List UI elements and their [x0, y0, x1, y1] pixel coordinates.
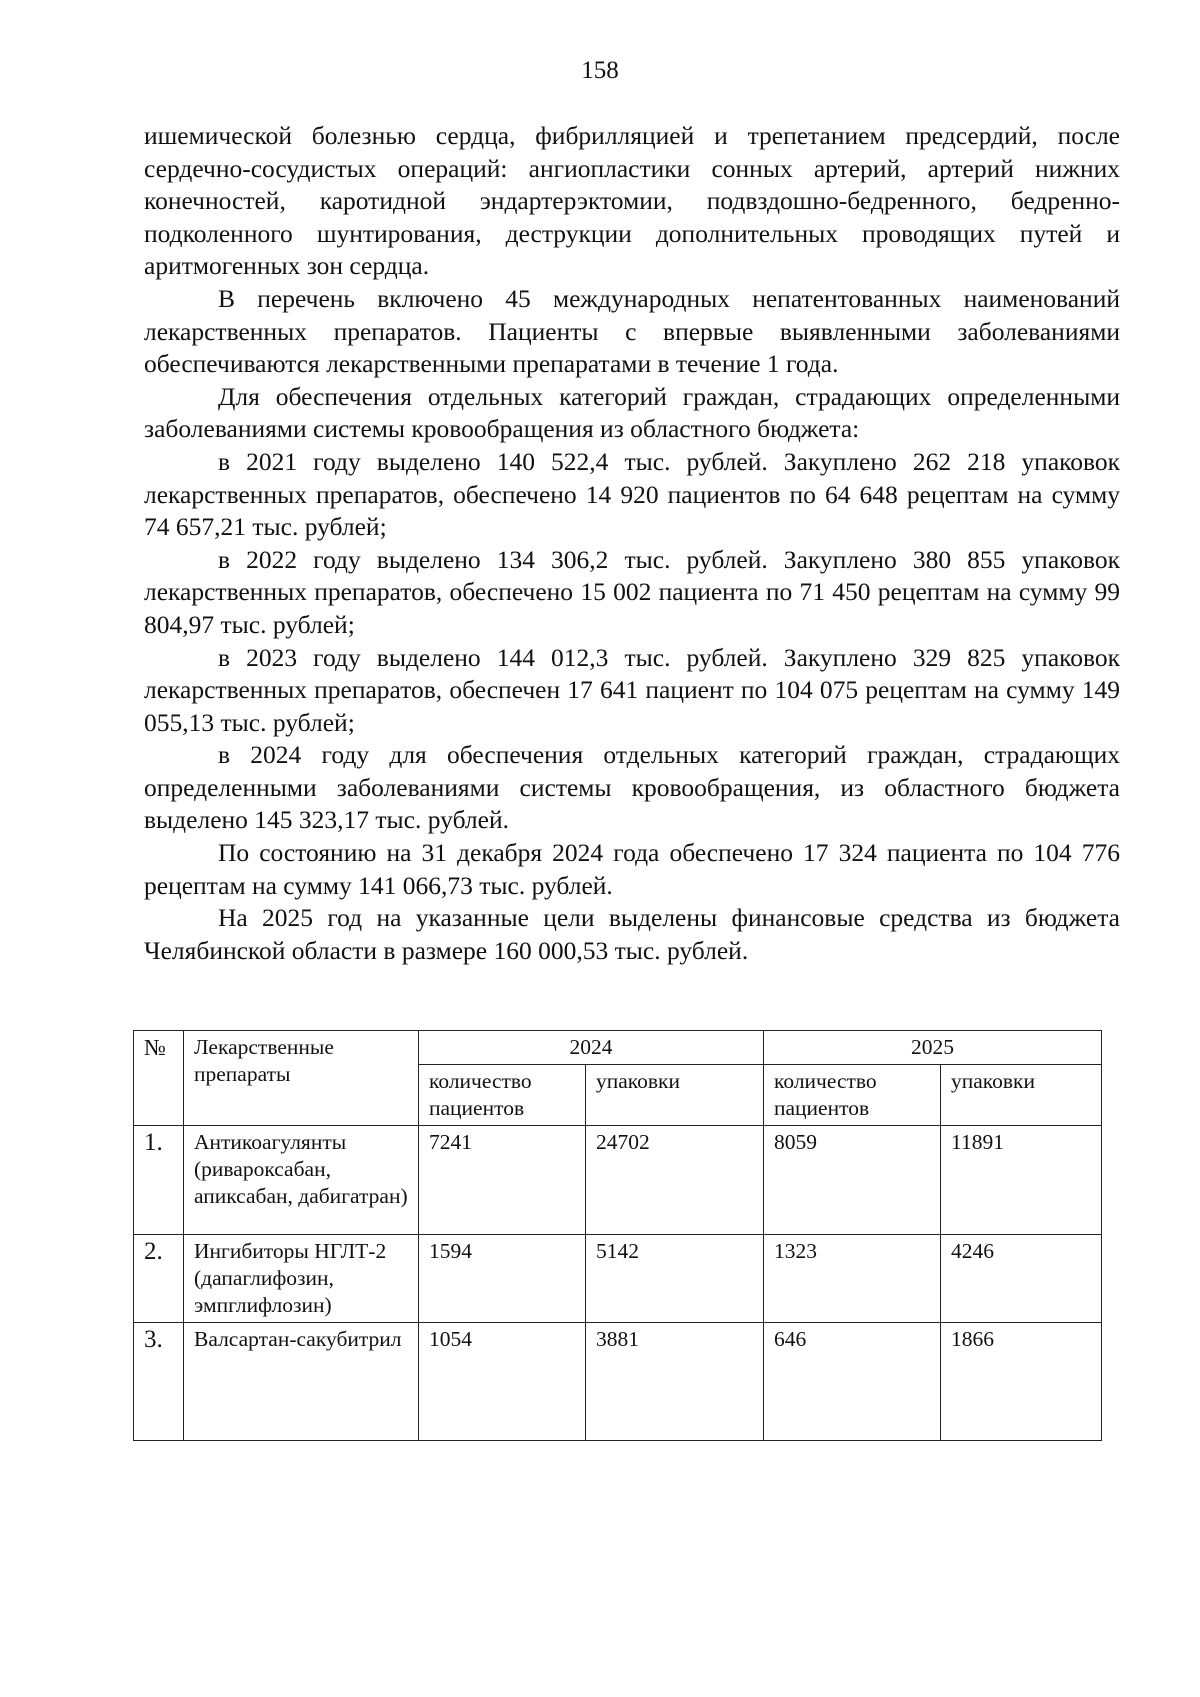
patients-2024: 1594 [419, 1235, 586, 1323]
header-packages-2025: упаковки [941, 1065, 1102, 1126]
paragraph: в 2021 году выделено 140 522,4 тыс. рублей. Закуплено 262 218 упаковок лекарственных препаратов, обеспечено 14 920 пациентов по 64 648 рецептам на сумму 74 657,21 тыс. рублей; [144, 446, 1120, 542]
packages-2024: 3881 [586, 1323, 764, 1441]
drug-supply-table [133, 1030, 1102, 1441]
paragraph: По состоянию на 31 декабря 2024 года обеспечено 17 324 пациента по 104 776 рецептам на сумму 141 066,73 тыс. рублей. [144, 838, 1120, 900]
table-row [134, 1126, 1102, 1235]
paragraph: ишемической болезнью сердца, фибрилляцией и трепетанием предсердий, после сердечно-сосудистых операций: ангиопластики сонных артерий, артерий нижних конечностей, каротидной эндартерэктомии, подвздошно-бедренного, бедренно-подколенного шунтирования, деструкции дополнительных проводящих путей и аритмогенных зон сердца. [144, 121, 1120, 281]
packages-2025: 4246 [941, 1235, 1102, 1323]
patients-2024: 1054 [419, 1323, 586, 1441]
header-drugs: Лекарственные препараты [184, 1031, 419, 1126]
header-patients-2025: количество пациентов [764, 1065, 941, 1126]
patients-2024: 7241 [419, 1126, 586, 1235]
paragraph: Для обеспечения отдельных категорий граждан, страдающих определенными заболеваниями системы кровообращения из областного бюджета: [144, 381, 1120, 444]
header-number: № [134, 1031, 184, 1126]
packages-2025: 11891 [941, 1126, 1102, 1235]
table-row [134, 1323, 1102, 1441]
paragraph: в 2023 году выделено 144 012,3 тыс. рублей. Закуплено 329 825 упаковок лекарственных препаратов, обеспечен 17 641 пациент по 104 075 рецептам на сумму 149 055,13 тыс. рублей; [144, 642, 1120, 737]
paragraph: В перечень включено 45 международных непатентованных наименований лекарственных препаратов. Пациенты с впервые выявленными заболеваниями обеспечиваются лекарственными препаратами в течение 1 года. [144, 283, 1120, 379]
paragraph: в 2022 году выделено 134 306,2 тыс. рублей. Закуплено 380 855 упаковок лекарственных препаратов, обеспечено 15 002 пациента по 71 450 рецептам на сумму 99 804,97 тыс. рублей; [144, 544, 1120, 639]
drug-name: Антикоагулянты (ривароксабан, апиксабан, дабигатран) [184, 1126, 419, 1235]
header-packages-2024: упаковки [586, 1065, 764, 1126]
header-year-2025: 2025 [764, 1031, 1102, 1065]
drug-name: Ингибиторы НГЛТ-2 (дапаглифозин, эмпглифлозин) [184, 1235, 419, 1323]
packages-2024: 5142 [586, 1235, 764, 1323]
paragraph: На 2025 год на указанные цели выделены финансовые средства из бюджета Челябинской области в размере 160 000,53 тыс. рублей. [144, 903, 1120, 965]
drug-name: Валсартан-сакубитрил [184, 1323, 419, 1441]
header-year-2024: 2024 [419, 1031, 764, 1065]
body-text [144, 120, 1120, 967]
table-row [134, 1235, 1102, 1323]
patients-2025: 8059 [764, 1126, 941, 1235]
packages-2025: 1866 [941, 1323, 1102, 1441]
patients-2025: 1323 [764, 1235, 941, 1323]
row-number: 1. [134, 1126, 184, 1235]
row-number: 2. [134, 1235, 184, 1323]
row-number: 3. [134, 1323, 184, 1441]
header-patients-2024: количество пациентов [419, 1065, 586, 1126]
paragraph: в 2024 году для обеспечения отдельных категорий граждан, страдающих определенными заболеваниями системы кровообращения, из областного бюджета выделено 145 323,17 тыс. рублей. [144, 740, 1120, 835]
page-number: 158 [581, 57, 619, 84]
table-header-row [134, 1031, 1102, 1065]
packages-2024: 24702 [586, 1126, 764, 1235]
patients-2025: 646 [764, 1323, 941, 1441]
